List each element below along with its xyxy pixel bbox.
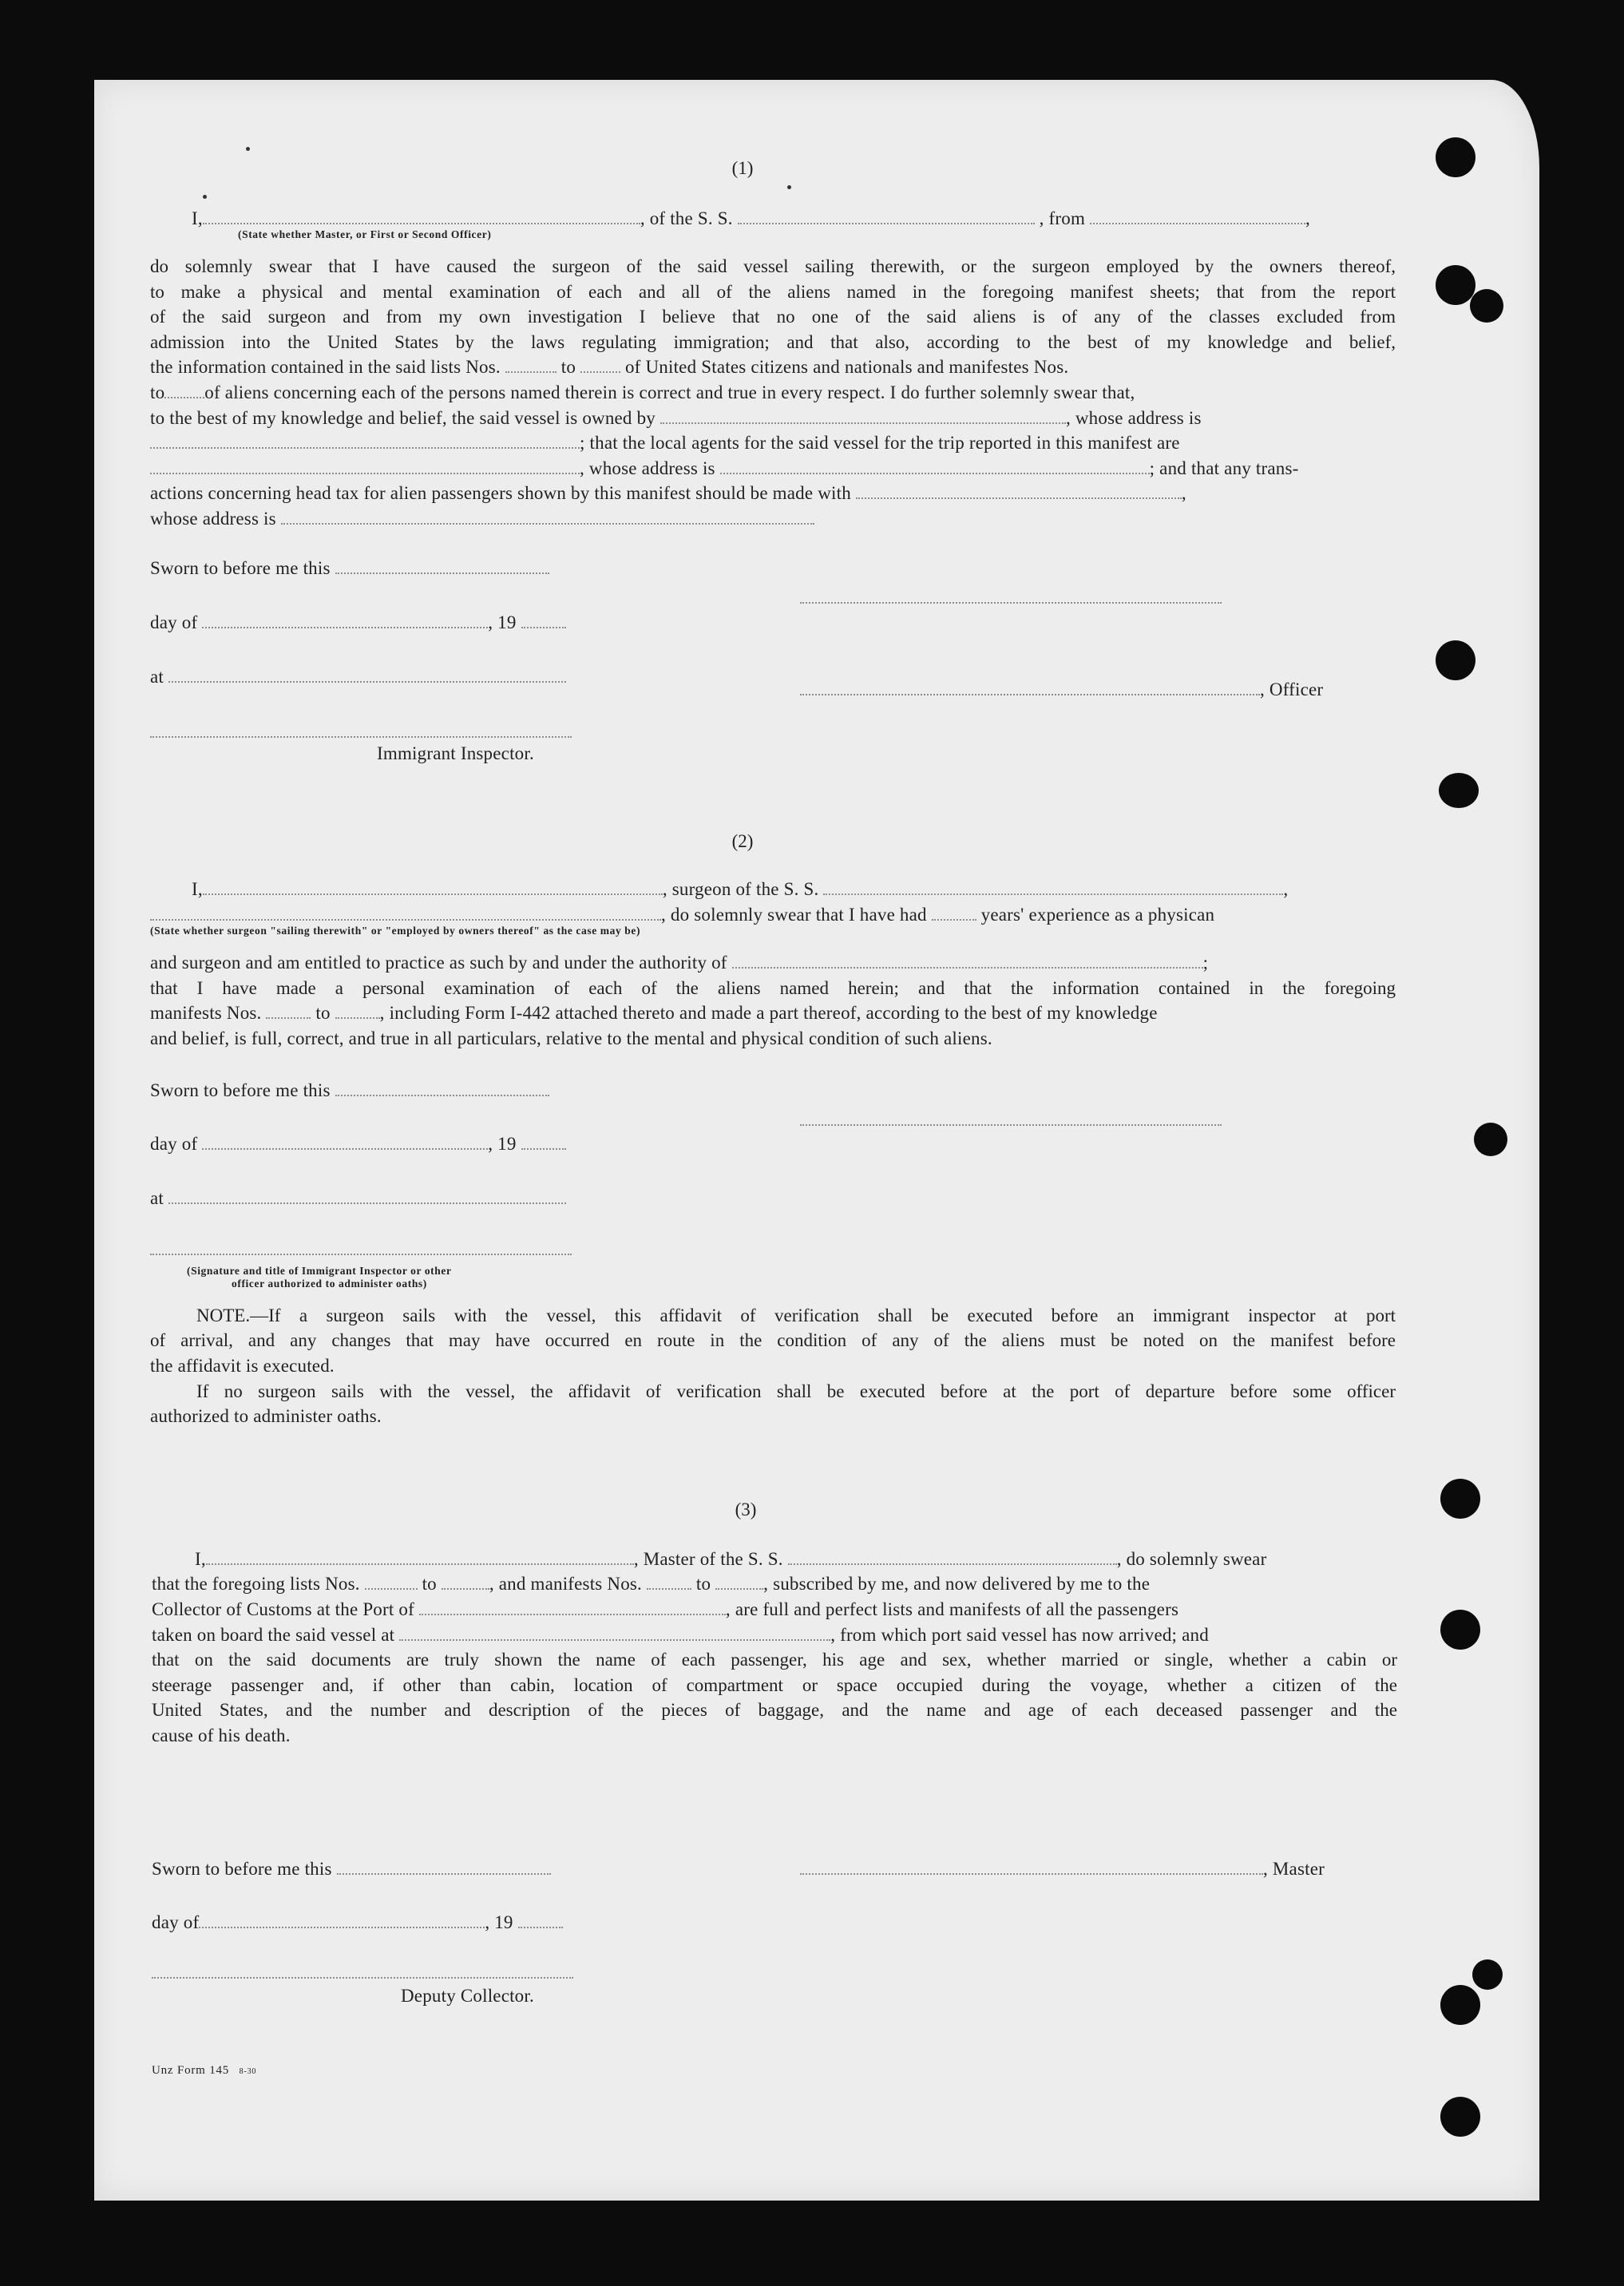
s1-agents-line [150, 430, 1180, 456]
s3-port-blank [419, 1601, 726, 1615]
s1-day-of-text: day of [150, 612, 198, 632]
s1-body-4: admission into the United States by the laws regulating immigration; and that also, according to the best of my knowledge and belief, [150, 332, 1396, 352]
s1-line-1 [192, 206, 1434, 232]
s3-day-blank [199, 1914, 485, 1928]
s3-body-1: that on the said documents are truly shown the name of each passenger, his age and sex, whether married or single, whether a cabin or [152, 1650, 1397, 1670]
ink-speck [203, 195, 207, 199]
s3-manifests-to: to [695, 1574, 711, 1594]
s3-master-of-ss: , Master of the S. S. [633, 1549, 783, 1569]
s1-at [150, 664, 566, 690]
s2-years-text: years' experience as a physican [980, 905, 1215, 925]
s2-at-blank [168, 1190, 566, 1204]
s3-sworn [152, 1856, 551, 1882]
s1-to-label: to [150, 382, 165, 402]
s2-year-text: , 19 [488, 1134, 517, 1154]
s3-taken-text: taken on board the said vessel at [152, 1625, 395, 1645]
s1-sworn-text: Sworn to before me this [150, 558, 331, 578]
s3-name-blank [206, 1551, 634, 1565]
s2-form-text: , including Form I-442 attached thereto and made a part thereof, according to the best of my knowledge [379, 1003, 1158, 1023]
s3-lists-text: that the foregoing lists Nos. [152, 1574, 360, 1594]
s3-subscribed-text: , subscribed by me, and now delivered by me to the [763, 1574, 1151, 1594]
s3-sworn-blank [337, 1860, 551, 1875]
s2-at-text: at [150, 1188, 164, 1208]
s2-line-1 [192, 877, 1434, 902]
s1-trans-text: ; and that any trans- [1149, 458, 1299, 478]
s2-sworn-text: Sworn to before me this [150, 1080, 331, 1100]
s3-taken-blank [399, 1626, 830, 1641]
s2-authority-blank [732, 954, 1203, 969]
s2-surgeon-type-blank [150, 906, 661, 921]
s3-lists-line [152, 1571, 1150, 1597]
s3-manifests-to-blank [715, 1575, 763, 1590]
s1-owner-address-blank [150, 434, 580, 449]
s1-from-label: , from [1039, 208, 1086, 228]
s1-owner-blank [660, 410, 1066, 424]
s3-day-of [152, 1910, 563, 1935]
s1-last-address-label: whose address is [150, 509, 276, 529]
s2-day-of-text: day of [150, 1134, 198, 1154]
s2-entitled-line [150, 950, 1208, 976]
punch-hole [1472, 1959, 1503, 1990]
s2-day-blank [202, 1135, 488, 1150]
s2-vessel-blank [823, 881, 1283, 895]
s3-taken-line [152, 1622, 1209, 1648]
s3-year-blank [518, 1914, 563, 1928]
s1-at-text: at [150, 667, 164, 687]
s1-last-address-blank [281, 510, 814, 525]
punch-hole [1439, 773, 1479, 808]
s3-arrived-text: , from which port said vessel has now arrived; and [830, 1625, 1209, 1645]
form-footer [152, 2058, 256, 2085]
s1-year-blank [521, 614, 566, 628]
s1-aliens-blank [164, 384, 204, 398]
s2-years-blank [932, 906, 976, 921]
s2-manifests-to-blank [335, 1004, 380, 1019]
s2-year-blank [521, 1135, 566, 1150]
s2-sworn-blank [335, 1082, 549, 1096]
s2-inspector-line [150, 1254, 572, 1255]
s2-manifests-text: manifests Nos. [150, 1003, 262, 1023]
s3-collector-line [152, 1597, 1178, 1622]
s3-manifests-text: , and manifests Nos. [489, 1574, 643, 1594]
s3-deputy: Deputy Collector. [401, 1986, 534, 2006]
s1-inspector-line [150, 736, 572, 738]
s1-officer-text: , Officer [1260, 679, 1324, 699]
s2-no-surgeon-1: If no surgeon sails with the vessel, the affidavit of verification shall be executed before at the port of departure before some officer [196, 1381, 1396, 1401]
s1-lists-to-blank [580, 359, 620, 373]
s3-lists-to: to [422, 1574, 437, 1594]
s1-year-text: , 19 [488, 612, 517, 632]
s1-of-ss-label: , of the S. S. [640, 208, 733, 228]
s3-sworn-text: Sworn to before me this [152, 1859, 332, 1879]
s1-sworn-blank [335, 560, 549, 574]
s1-manifests-text: of United States citizens and nationals and manifestes Nos. [624, 357, 1069, 377]
s1-lists-line [150, 355, 1068, 380]
s1-headtax-line [150, 481, 1186, 506]
s2-sworn [150, 1078, 549, 1103]
s1-headtax-text: actions concerning head tax for alien passengers shown by this manifest should be made with [150, 483, 851, 503]
s1-lists-to: to [560, 357, 576, 377]
section-2-number: (2) [731, 831, 754, 851]
s1-body-1: do solemnly swear that I have caused the surgeon of the said vessel sailing therewith, or the surgeon employed by the owners thereof, [150, 256, 1396, 276]
s1-agent-address-label: , whose address is [580, 458, 715, 478]
s2-exam-line: that I have made a personal examination of each of the aliens named herein; and that the information contained in the foregoing [150, 978, 1396, 998]
s2-entitled-text: and surgeon and am entitled to practice as such by and under the authority of [150, 953, 727, 973]
s1-officer-blank [800, 681, 1260, 695]
s3-body-3: United States, and the number and description of the pieces of baggage, and the name and age of each deceased passenger and the [152, 1700, 1397, 1720]
ink-speck [787, 185, 791, 189]
punch-hole [1440, 1610, 1480, 1650]
s1-owned-text: to the best of my knowledge and belief, the said vessel is owned by [150, 408, 656, 428]
s2-note-2: of arrival, and any changes that may have occurred en route in the condition of any of the aliens must be noted on the manifest before [150, 1330, 1396, 1350]
punch-hole [1474, 1123, 1507, 1156]
s3-i-label: I, [195, 1549, 206, 1569]
s1-agent-address-blank [720, 460, 1150, 474]
s2-surgeon-note: (State whether surgeon "sailing therewith" or "employed by owners thereof" as the case may be) [150, 925, 641, 937]
s3-year-text: , 19 [485, 1912, 513, 1932]
s1-aliens-line [150, 380, 1135, 406]
s2-line-2 [150, 902, 1214, 928]
s2-entitled-end: ; [1202, 953, 1209, 973]
s1-signature-line [800, 602, 1222, 604]
s1-lists-from-blank [505, 359, 557, 373]
section-1-number: (1) [731, 158, 754, 178]
s3-collector-line-rule [152, 1977, 573, 1979]
s3-day-of-text: day of [152, 1912, 200, 1932]
s1-name-blank [203, 210, 640, 224]
punch-hole [1470, 289, 1503, 323]
s1-inspector: Immigrant Inspector. [377, 743, 534, 763]
s1-body-3: of the said surgeon and from my own investigation I believe that no one of the said aliens is of any of the classes excluded from [150, 307, 1396, 327]
s1-end-comma: , [1305, 208, 1310, 228]
ink-speck [246, 147, 250, 151]
s2-note-1: NOTE.—If a surgeon sails with the vessel, this affidavit of verification shall be executed before an immigrant inspector at port [196, 1305, 1396, 1325]
s3-perfect-lists-text: , are full and perfect lists and manifests of all the passengers [725, 1599, 1179, 1619]
s1-from-blank [1090, 210, 1305, 224]
punch-hole [1436, 265, 1475, 305]
s1-master-note: (State whether Master, or First or Second Officer) [238, 228, 492, 240]
s1-at-blank [168, 668, 566, 683]
s2-manifests-to: to [315, 1003, 331, 1023]
form-id: Unz Form 145 [152, 2064, 230, 2077]
punch-hole [1440, 1985, 1480, 2025]
s1-i-label: I, [192, 208, 203, 228]
form-code: 8-30 [239, 2067, 257, 2076]
s2-no-surgeon-2: authorized to administer oaths. [150, 1406, 382, 1426]
s1-owned-line [150, 406, 1396, 431]
s1-headtax-end: , [1181, 483, 1186, 503]
s2-signature-line [800, 1124, 1222, 1126]
s2-note-3: the affidavit is executed. [150, 1356, 335, 1376]
s1-agents-blank [150, 460, 580, 474]
s1-day-of [150, 610, 566, 636]
s2-swear-text: , do solemnly swear that I have had [661, 905, 927, 925]
s1-officer-line [800, 677, 1323, 703]
s3-master-blank [800, 1860, 1263, 1875]
s1-vessel-blank [738, 210, 1035, 224]
punch-hole [1436, 137, 1475, 177]
s2-day-of [150, 1131, 566, 1157]
s2-end-comma: , [1283, 879, 1289, 899]
punch-hole [1436, 640, 1475, 680]
s1-aliens-text: of aliens concerning each of the persons named therein is correct and true in every respect. I do further solemnly swear that, [204, 382, 1135, 402]
s1-body-2: to make a physical and mental examination of each and all of the aliens named in the foregoing manifest sheets; that from the report [150, 282, 1396, 302]
s3-lists-to-blank [442, 1575, 489, 1590]
s3-master-text: , Master [1263, 1859, 1325, 1879]
s1-agent-address-line [150, 456, 1299, 481]
s2-name-blank [203, 881, 663, 895]
s2-surgeon-of-ss: , surgeon of the S. S. [662, 879, 819, 899]
s2-manifests-from-blank [266, 1004, 311, 1019]
s1-agents-text: ; that the local agents for the said vessel for the trip reported in this manifest are [580, 433, 1180, 453]
s1-lists-text: the information contained in the said lists Nos. [150, 357, 501, 377]
s1-owner-address-label: , whose address is [1065, 408, 1202, 428]
s1-headtax-blank [856, 485, 1182, 499]
punch-hole [1440, 2097, 1480, 2137]
s2-sig-note-1: (Signature and title of Immigrant Inspector or other [187, 1265, 452, 1277]
punch-hole [1440, 1479, 1480, 1519]
s3-cause: cause of his death. [152, 1725, 291, 1745]
s3-master-line [800, 1856, 1325, 1882]
s3-lists-from-blank [365, 1575, 418, 1590]
s3-manifests-from-blank [647, 1575, 691, 1590]
s2-at [150, 1186, 566, 1211]
s1-day-blank [202, 614, 488, 628]
s1-last-address-line [150, 506, 814, 532]
section-3-number: (3) [735, 1500, 757, 1519]
s3-collector-text: Collector of Customs at the Port of [152, 1599, 414, 1619]
manifest-affidavit-sheet [94, 80, 1539, 2201]
s3-vessel-blank [788, 1551, 1117, 1565]
s2-manifests-line [150, 1000, 1158, 1026]
s2-sig-note-2: officer authorized to administer oaths) [232, 1278, 427, 1290]
s3-body-2: steerage passenger and, if other than cabin, location of compartment or space occupied during the voyage, whether a citizen of the [152, 1675, 1397, 1695]
s1-sworn [150, 556, 549, 581]
s3-swear-text: , do solemnly swear [1116, 1549, 1267, 1569]
s2-belief-line: and belief, is full, correct, and true in all particulars, relative to the mental and physical condition of such aliens. [150, 1028, 992, 1048]
s3-line-1 [195, 1547, 1396, 1572]
s2-i-label: I, [192, 879, 203, 899]
